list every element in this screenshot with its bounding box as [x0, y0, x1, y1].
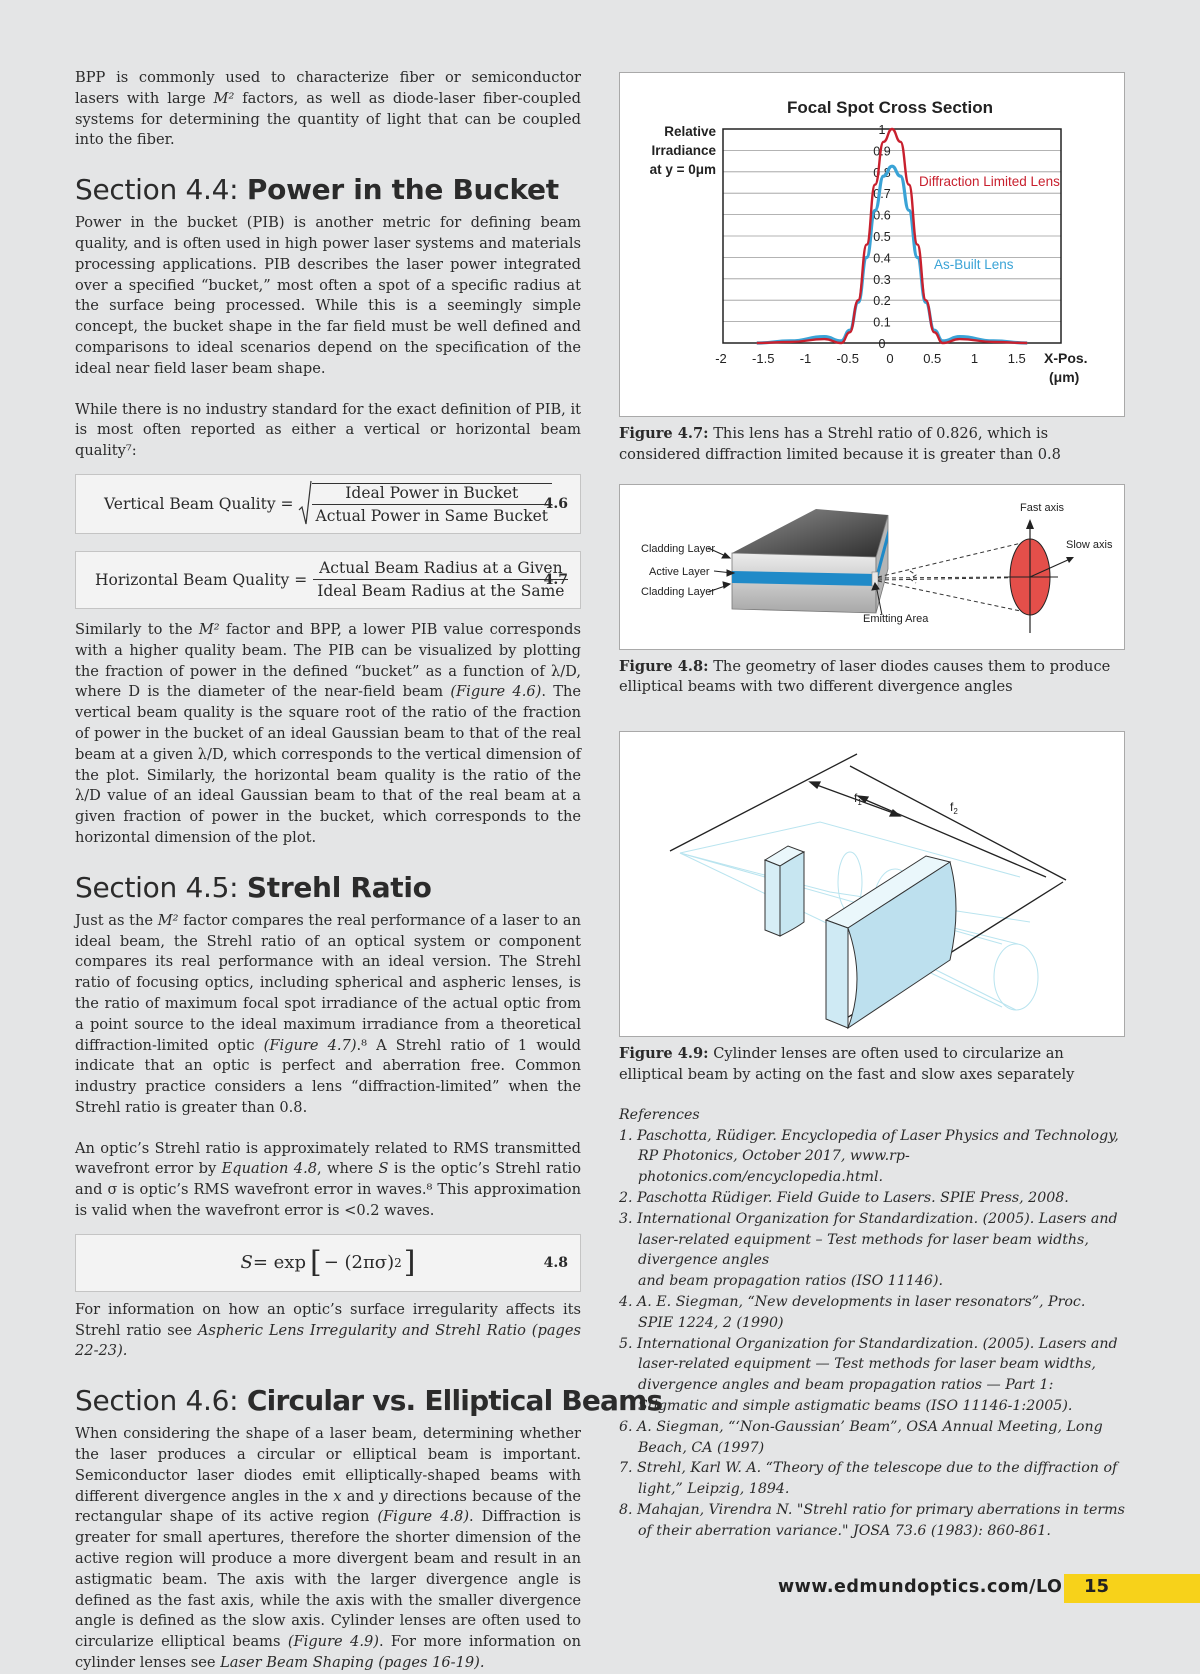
y-tick-label: 0.4 [873, 251, 891, 266]
figure-4-9 [619, 731, 1125, 1037]
y-tick-label: 0.2 [873, 294, 891, 309]
x-tick-label: -1 [799, 351, 812, 366]
x-tick-label: 1.5 [1007, 351, 1026, 366]
y-tick-labels [873, 123, 890, 351]
cylinder-lens-2 [826, 856, 956, 1028]
x-tick-label: 0 [886, 351, 894, 366]
reference-item: 2. Paschotta Rüdiger. Field Guide to Lasers. SPIE Press, 2008. [619, 1189, 1069, 1206]
active-layer-label: Active Layer [649, 565, 710, 578]
eq46-fraction: $\frac{\text{Ideal Power in Bucket}}{\text{Actual Power in Same Bucket}}$ [312, 483, 553, 525]
diode-top-face [732, 509, 888, 557]
x-axis-label-1: X-Pos. [1044, 350, 1088, 366]
references-heading: References [619, 1106, 700, 1123]
eq48-number: 4.8 [543, 1254, 568, 1271]
figure-4-8 [619, 484, 1125, 650]
strehl-paragraph-3: For information on how an optic’s surface irregularity affects its Strehl ratio see Aspheric Lens Irregularity and Strehl Ratio (pages 22-23). [75, 1300, 581, 1360]
chart-gridlines [723, 129, 1061, 343]
y-tick-label: 0.1 [873, 315, 891, 330]
pib-paragraph-3: Similarly to the M² factor and BPP, a lower PIB value corresponds with a higher quality beam. The PIB can be visualized by plotting the fraction of power in the defined “bucket” as a function of λ/D, where D is the diameter of the near-field beam (Figure 4.6). The vertical beam quality is the square root of the ratio of the fraction of power in the bucket of an ideal Gaussian beam to that of the real beam at a given λ/D, which corresponds to the vertical dimension of the plot. Similarly, the horizontal beam quality is the ratio of the λ/D value of an ideal Gaussian beam to that of the real beam at a given fraction of power in the bucket, which corresponds to the horizontal dimension of the plot. [75, 620, 581, 846]
x-tick-labels [715, 351, 1026, 366]
reference-item: 4. A. E. Siegman, “New developments in laser resonators”, Proc. SPIE 1224, 2 (1990) [619, 1293, 1086, 1331]
as-built-label: As-Built Lens [934, 257, 1014, 272]
section-4-6-heading: Section 4.6: Circular vs. Elliptical Beams [75, 1384, 663, 1418]
section-4-4-heading: Section 4.4: Power in the Bucket [75, 173, 559, 207]
reference-item: 5. International Organization for Standardization. (2005). Lasers and laser-related equipment — Test methods for laser beam widths, divergence angles and beam propagation ratios — Part 1: Stigmatic and simple astigmatic beams (ISO 11146-1:2005). [619, 1335, 1118, 1414]
figure-4-7 [619, 72, 1125, 417]
x-axis-label-2: (μm) [1049, 369, 1080, 385]
x-tick-label: 0.5 [923, 351, 942, 366]
y-tick-label: 0.5 [873, 230, 891, 244]
eq47-fraction: $\frac{\text{Actual Beam Radius at a Given}}{\text{Ideal Beam Radius at the Same}}$ [313, 559, 568, 600]
focal-spot-chart [620, 73, 1124, 416]
y-tick-label: 0.3 [873, 272, 891, 287]
intro-paragraph: BPP is commonly used to characterize fiber or semiconductor lasers with large M² factors, as well as diode-laser fiber-coupled systems for determining the quantity of light that can be coupled into the fiber. [75, 69, 581, 149]
equation-4-7 [75, 551, 581, 609]
right-column [619, 72, 1125, 1542]
pib-paragraph-2: While there is no industry standard for the exact definition of PIB, it is most often reported as either a vertical or horizontal beam quality⁷: [75, 400, 581, 460]
figure-4-8-caption: Figure 4.8: The geometry of laser diodes causes them to produce elliptical beams with two different divergence angles [619, 657, 1111, 696]
y-tick-label: 1 [878, 123, 886, 137]
reference-item: 3. International Organization for Standardization. (2005). Lasers and laser-related equipment – Test methods for laser beam widths, divergence angles [619, 1210, 1118, 1269]
x-tick-label: 1 [970, 351, 979, 366]
reference-item: 7. Strehl, Karl W. A. “Theory of the telescope due to the diffraction of light,” Leipzig, 1894. [619, 1460, 1118, 1498]
as-built-lens-line [757, 166, 1027, 343]
references [619, 1105, 1125, 1542]
eq46-number: 4.6 [543, 495, 568, 512]
f1-reference-line [670, 754, 857, 851]
y-tick-label: 0.7 [873, 187, 891, 202]
cylinder-lens-1 [765, 846, 804, 936]
footer-url[interactable]: www.edmundoptics.com/LO [778, 1577, 1063, 1597]
eq47-number: 4.7 [543, 571, 568, 588]
cylinder-lens-diagram [620, 732, 1124, 1036]
figure-4-7-caption: Figure 4.7: This lens has a Strehl ratio of 0.826, which is considered diffraction limited because it is greater than 0.8 [619, 425, 1061, 463]
eq47-label: Horizontal Beam Quality = [95, 570, 308, 589]
y-axis-label-3: at y = 0μm [649, 162, 716, 177]
strehl-paragraph-1: Just as the M² factor compares the real performance of a laser to an ideal beam, the Strehl ratio of an optical system or component compares its real performance with an ideal version. The Strehl ratio of focusing optics, including spherical and aspheric lenses, is the ratio of maximum focal spot irradiance of the actual optic from a point source to the ideal maximum irradiance from a theoretical diffraction-limited optic (Figure 4.7).⁸ A Strehl ratio of 1 would indicate that an optic is perfect and aberration free. Common industry practice considers a lens “diffraction-limited” when the Strehl ratio is greater than 0.8. [75, 911, 582, 1116]
figure-4-9-caption: Figure 4.9: Cylinder lenses are often used to circularize an elliptical beam by acting on the fast and slow axes separately [619, 1045, 1075, 1083]
f1-label: $f_1$ [854, 791, 862, 808]
equation-4-8: S = exp [ − (2πσ) 2 ] 4.8 [75, 1234, 581, 1292]
x-tick-label: -1.5 [752, 351, 775, 366]
cladding-layer-label-top: Cladding Layer [641, 542, 715, 555]
slow-axis-label: Slow axis [1066, 538, 1113, 551]
y-axis-label-1: Relative [664, 124, 716, 139]
x-tick-label: -0.5 [836, 351, 859, 366]
x-tick-label: -2 [715, 351, 727, 366]
chart-title: Focal Spot Cross Section [787, 98, 993, 117]
fast-axis-label: Fast axis [1020, 501, 1065, 514]
section-4-5-heading: Section 4.5: Strehl Ratio [75, 870, 432, 904]
cladding-layer-label-bottom: Cladding Layer [641, 585, 715, 598]
y-tick-label: 0 [878, 337, 886, 351]
page-number: 15 [1084, 1576, 1110, 1597]
reference-item: 8. Mahajan, Virendra N. "Strehl ratio for primary aberrations in terms of their aberration variance." JOSA 73.6 (1983): 860-861. [619, 1501, 1125, 1539]
f2-label: $f_2$ [950, 800, 958, 817]
diffraction-limited-label: Diffraction Limited Lens [919, 174, 1060, 189]
equation-4-6 [75, 474, 581, 534]
reference-item: 1. Paschotta, Rüdiger. Encyclopedia of Laser Physics and Technology, RP Photonics, October 2017, www.rp-photonics.com/encyclopedia.html. [619, 1127, 1119, 1186]
reference-item: 6. A. Siegman, “‘Non-Gaussian’ Beam”, OSA Annual Meeting, Long Beach, CA (1997) [619, 1418, 1103, 1456]
pib-paragraph-1: Power in the bucket (PIB) is another metric for defining beam quality, and is often used in high power laser systems and materials processing applications. PIB describes the laser power integrated over a specified “bucket,” most often a spot of a specific radius at the surface being processed. While this is a seemingly simple concept, the bucket shape in the far field must be well defined and comparisons to ideal scenarios depend on the specification of the ideal near field laser beam shape. [75, 214, 581, 377]
beams-paragraph: When considering the shape of a laser beam, determining whether the laser produces a circular or elliptical beam is important. Semiconductor laser diodes emit elliptically-shaped beams with different divergence angles in the x and y directions because of the rectangular shape of its active region (Figure 4.8). Diffraction is greater for small apertures, therefore the shorter dimension of the active region will produce a more divergent beam and result in an astigmatic beam. The axis with the larger divergence angle is defined as the fast axis, while the axis with the smaller divergence angle is defined as the slow axis. Cylinder lenses are often used to circularize elliptical beams (Figure 4.9). For more information on cylinder lenses see Laser Beam Shaping (pages 16-19). [75, 1425, 581, 1672]
sqrt-symbol [298, 480, 312, 528]
y-tick-label: 0.6 [873, 208, 891, 223]
y-tick-label: 0.8 [873, 165, 891, 180]
laser-diode-diagram [620, 485, 1124, 649]
reference-item-continuation: and beam propagation ratios (ISO 11146). [638, 1273, 943, 1290]
y-tick-label: 0.9 [873, 144, 891, 159]
strehl-paragraph-2: An optic’s Strehl ratio is approximately related to RMS transmitted wavefront error by Equation 4.8, where S is the optic’s Strehl ratio and σ is optic’s RMS wavefront error in waves.⁸ This approximation is valid when the wavefront error is <0.2 waves. [75, 1139, 582, 1220]
y-axis-label-2: Irradiance [651, 143, 716, 158]
emitting-area-label: Emitting Area [863, 612, 929, 625]
eq46-label: Vertical Beam Quality = [104, 494, 294, 513]
